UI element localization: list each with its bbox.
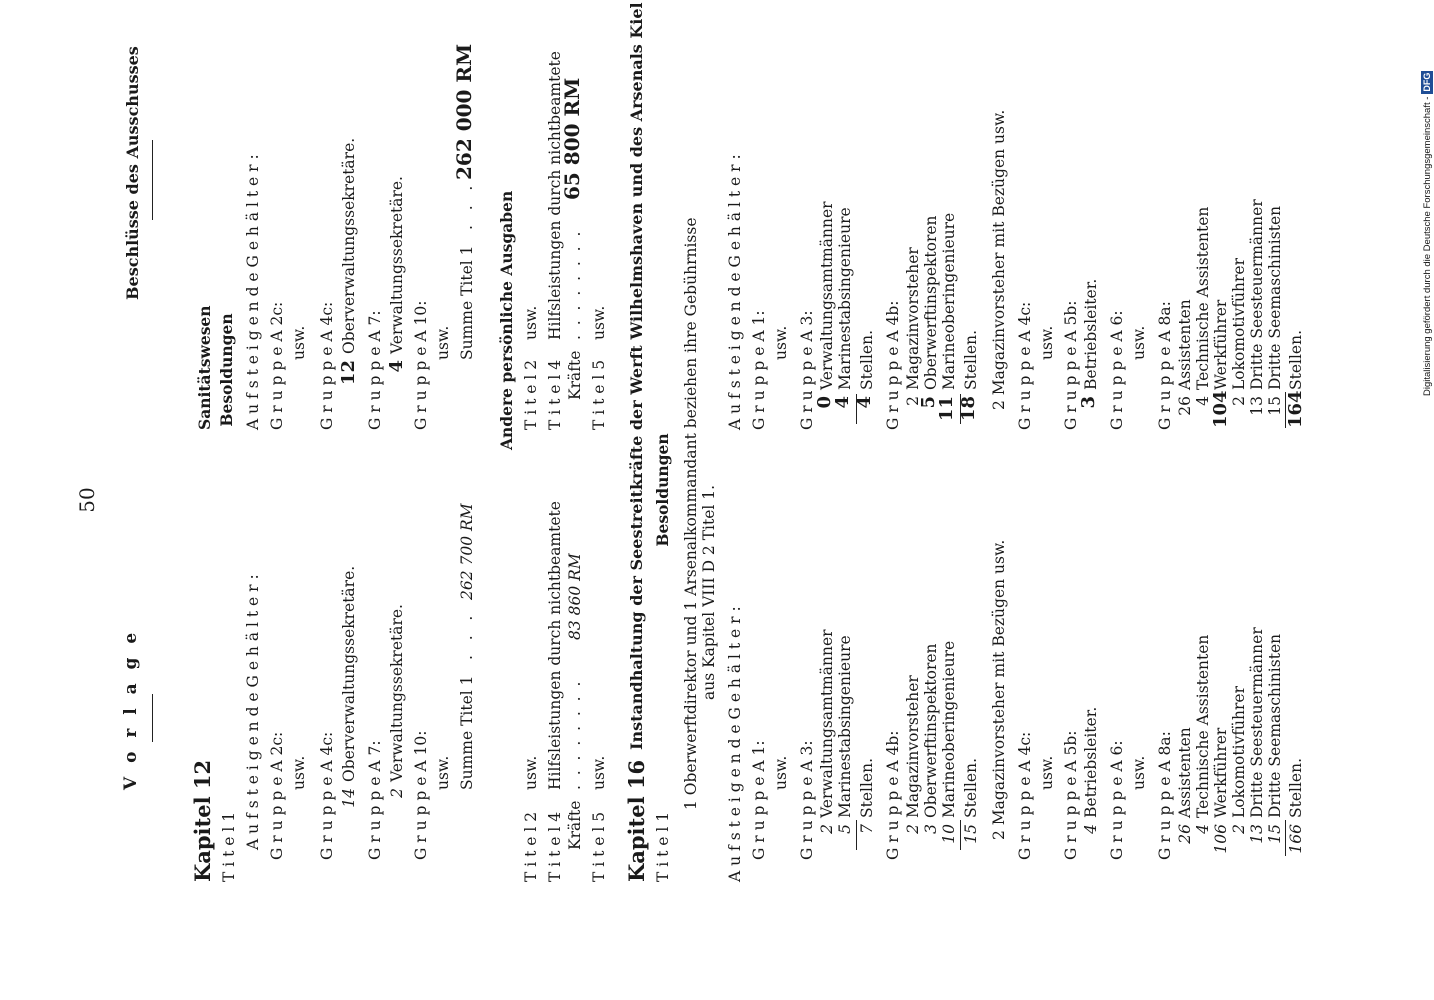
right-summe-value: 262 000 RM <box>452 43 476 180</box>
right-k16-a1-usw: usw. <box>772 325 790 360</box>
kap12-titel2: T i t e l 2 <box>522 811 540 882</box>
right-k16-a3-stellen: Stellen. <box>858 329 876 390</box>
right-k16-a4b-n3: 11 <box>936 396 957 422</box>
digitization-sidebar <box>1421 6 1433 396</box>
left-a8a-number: 4 <box>1194 824 1212 834</box>
kap12-titel4-value: 83 860 RM <box>566 553 584 640</box>
right-k16-a3-sum: 4 <box>854 396 875 409</box>
dfg-logo: DFG <box>1422 72 1432 92</box>
sidebar-text: Digitalisierung gefördert durch die Deutsche Forschungsgemeinschaft - <box>1422 96 1433 396</box>
kap12-a7-number: 2 <box>388 788 406 798</box>
kap16-a3-t2: Marinestabsingenieure <box>836 635 854 818</box>
left-a8a-text: Dritte Seemaschinisten <box>1266 633 1284 818</box>
kap12-titel5-usw: usw. <box>590 755 608 790</box>
kap12-summe-label: Summe Titel 1 <box>458 675 476 790</box>
right-a2c: G r u p p e A 2c: <box>268 301 286 430</box>
right-a8a-text: Assistenten <box>1176 299 1194 390</box>
right-k16-a5b-n: 3 <box>1078 396 1099 409</box>
right-k16-a5b: G r u p p e A 5b: <box>1062 300 1080 430</box>
left-a8a-number: 15 <box>1266 824 1284 844</box>
right-a8a-number: 13 <box>1248 396 1266 416</box>
right-k16-a4c-usw: usw. <box>1038 325 1056 360</box>
right-k16-a4c: G r u p p e A 4c: <box>1016 301 1034 430</box>
right-k16-a4b-sum: 18 <box>958 396 979 422</box>
kap12-aufsteigende: A u f s t e i g e n d e G e h ä l t e r : <box>244 574 262 850</box>
left-a8a-number: 13 <box>1248 824 1266 844</box>
kap12-heading: Kapitel 12 <box>190 759 215 882</box>
kap16-a4c: G r u p p e A 4c: <box>1016 731 1034 860</box>
kap16-a3: G r u p p e A 3: <box>798 740 816 860</box>
right-a8a-stellen: Stellen. <box>1287 329 1305 390</box>
kap16-a4b-t2: Oberwerftinspektoren <box>922 643 940 818</box>
kap16-a3-n1: 2 <box>818 824 836 834</box>
right-andere-heading: Andere persönliche Ausgaben <box>497 190 516 450</box>
right-column-title: Beschlüsse des Ausschusses <box>123 46 142 300</box>
right-a4c: G r u p p e A 4c: <box>318 301 336 430</box>
kap12-titel4: T i t e l 4 <box>546 811 564 882</box>
right-k16-a4b-t1: Magazinvorsteher <box>904 247 922 390</box>
right-k16-a4b-stellen: Stellen. <box>962 329 980 390</box>
right-k16-a5b-t: Betriebsleiter. <box>1082 278 1100 390</box>
right-a8a-number: 4 <box>1194 396 1212 406</box>
kap16-a4b: G r u p p e A 4b: <box>884 730 902 860</box>
right-titel4: T i t e l 4 <box>546 359 564 430</box>
right-a8a-number: 2 <box>1230 396 1248 406</box>
right-titel2: T i t e l 2 <box>522 359 540 430</box>
right-section-heading: Sanitätswesen <box>195 305 214 430</box>
kap16-a6: G r u p p e A 6: <box>1108 740 1126 860</box>
right-a10-usw: usw. <box>434 325 452 360</box>
right-summe-label: Summe Titel 1 <box>458 245 476 360</box>
kap16-titel1: T i t e l 1 <box>654 811 672 882</box>
right-titel4-value: 65 800 RM <box>560 77 584 200</box>
page-number: 50 <box>75 487 99 513</box>
left-a8a-sum: 166 <box>1287 824 1305 854</box>
right-k16-a3-t2: Marinestabsingenieure <box>836 207 854 390</box>
kap12-summe-value: 262 700 RM <box>458 503 476 600</box>
kap16-a4b-sum: 15 <box>962 824 980 844</box>
left-a8a-number: 2 <box>1230 824 1248 834</box>
kap12-titel4-text: Hilfsleistungen durch nichtbeamtete <box>546 501 564 790</box>
kap12-a2c-usw: usw. <box>290 755 308 790</box>
right-titel2-usw: usw. <box>522 305 540 340</box>
right-k16-magazin: 2 Magazinvorsteher mit Bezügen usw. <box>990 109 1008 410</box>
kap16-a4c-usw: usw. <box>1038 755 1056 790</box>
left-a8a-text: Assistenten <box>1176 727 1194 818</box>
kap12-a7-text: Verwaltungssekretäre. <box>388 604 406 782</box>
right-k16-a3-n1: 0 <box>814 396 835 409</box>
right-a8a-number: 26 <box>1176 396 1194 416</box>
kap16-a8a: G r u p p e A 8a: <box>1156 731 1174 860</box>
right-k16-a4b-t3: Marineoberingenieure <box>940 212 958 390</box>
kap16-a1: G r u p p e A 1: <box>750 740 768 860</box>
kap12-a10: G r u p p e A 10: <box>412 730 430 860</box>
kap12-a4c-number: 14 <box>340 788 358 808</box>
right-k16-a1: G r u p p e A 1: <box>750 310 768 430</box>
kap16-besoldungen: Besoldungen <box>653 433 672 547</box>
right-a10: G r u p p e A 10: <box>412 300 430 430</box>
kap12-a10-usw: usw. <box>434 755 452 790</box>
kap16-a5b-n: 4 <box>1082 824 1100 834</box>
kap16-a5b: G r u p p e A 5b: <box>1062 730 1080 860</box>
rotated-document-page: 50 V o r l a g e Beschlüsse des Ausschusses Kapitel 12 T i t e l 1 A u f s t e i g e n d e G e h ä l t e r : G r u p p e A 2c: usw. G r u p p e A 4c: 14 Oberverwaltungssekretäre. G r u p p e A 7: 2 Verwaltungssekretäre. G r u p p e A 10: usw. Summe Titel 1 . . . 262 700 RM T i t e l 2 usw. T i t e l 4 Hilfsleistungen durch nichtbeamtete Kräfte . . . . . . . . 83 860 RM T i t e l 5 usw. Kapitel 16 T i t e l 1 1 Oberwerftdirektor und 1 Arsenalkommandant beziehen ihre Gebührnisse aus Kapitel VIII D 2 Titel 1. A u f s t e i g e n d e G e h ä l t e r : G r u p p e A 1: usw. G r u p p e A 3: 2 Verwaltungsamtmänner 5 Marinestabsingenieure 7 Stellen. G r u p p e A 4b: 2 Magazinvorsteher 3 Oberwerftinspektoren 10 Marineoberingenieure 15 Stellen. 2 Magazinvorsteher mit Bezügen usw. G r u p p e A 4c: usw. G r u p p e A 5b: 4 Betriebsleiter. G r u p p e A 6: usw. G r u p p e A 8a: 26 Assistenten 4 Technische Assistenten 106 Werkführer 2 Lokomotivführer 13 Dritte Seesteuermänner 15 Dritte Seemaschinisten 166 Stellen. Sanitätswesen Besoldungen A u f s t e i g e n d e G e h ä l t e r : G r u p p e A 2c: usw. G r u p p e A 4c: 12 Oberverwaltungssekretäre. G r u p p e A 7: 4 Verwaltungssekretäre. G r u p p e A 10: usw. Summe Titel 1 . . . 262 000 RM Andere persönliche Ausgaben T i t e l 2 usw. T i t e l 4 Hilfsleistungen durch nichtbeamtete Kräfte . . . . . . . . 65 800 RM T i t e l 5 usw. Instandhaltung der Seestreitkräfte der Werft Wilhelmshaven und des Arsenals Kiel Besoldungen A u f s t e i g e n d e G e h ä l t e r : G r u p p e A 1: usw. G r u p p e A 3: 0 Verwaltungsamtmänner 4 Marinestabsingenieure 4 Stellen. G r u p p e A 4b: 2 Magazinvorsteher 5 Oberwerftinspektoren 11 Marineoberingenieure 18 Stellen. 2 Magazinvorsteher mit Bezügen usw. G r u p p e A 4c: usw. G r u p p e A 5b: 3 Betriebsleiter. G r u p p e A 6: usw. G r u p p e A 8a: 26 Assistenten 4 Technische Assistenten 104 Werkführer 2 Lokomotivführer 13 Dritte Seesteuermänner 15 Dritte Seemaschinisten 164 Stellen. <box>75 2 1306 882</box>
right-a4c-text: Oberverwaltungssekretäre. <box>340 137 358 354</box>
right-a2c-usw: usw. <box>290 325 308 360</box>
right-a8a-text: Dritte Seemaschinisten <box>1266 205 1284 390</box>
right-k16-a4b-n1: 2 <box>904 396 922 406</box>
right-titel4-text: Hilfsleistungen durch nichtbeamtete <box>546 51 564 340</box>
kap12-a4c: G r u p p e A 4c: <box>318 731 336 860</box>
kap16-a6-usw: usw. <box>1130 755 1148 790</box>
kap16-aufsteigende: A u f s t e i g e n d e G e h ä l t e r : <box>726 606 744 882</box>
right-aufsteigende: A u f s t e i g e n d e G e h ä l t e r : <box>244 154 262 430</box>
left-a8a-number: 26 <box>1176 824 1194 844</box>
right-a4c-number: 12 <box>338 360 359 386</box>
kap16-a3-stellen: Stellen. <box>858 757 876 818</box>
right-k16-a6: G r u p p e A 6: <box>1108 310 1126 430</box>
kap12-titel2-usw: usw. <box>522 755 540 790</box>
kap16-full-heading: Instandhaltung der Seestreitkräfte der Werft Wilhelmshaven und des Arsenals Kiel <box>627 2 646 750</box>
kap16-oberwerft: 1 Oberwerftdirektor und 1 Arsenalkommandant beziehen ihre Gebührnisse <box>682 217 700 810</box>
kap16-oberwerft-2: aus Kapitel VIII D 2 Titel 1. <box>700 484 718 700</box>
right-a8a-sum: 164 <box>1285 390 1306 428</box>
kap16-a4b-n1: 2 <box>904 824 922 834</box>
right-k16-a4b-t2: Oberwerftinspektoren <box>922 215 940 390</box>
right-a7-text: Verwaltungssekretäre. <box>388 176 406 354</box>
kap16-a1-usw: usw. <box>772 755 790 790</box>
right-k16-a3-t1: Verwaltungsamtmänner <box>818 201 836 390</box>
kap12-titel1: T i t e l 1 <box>220 811 238 882</box>
kap16-heading: Kapitel 16 <box>624 759 649 882</box>
kap12-titel4-text2: Kräfte <box>566 800 584 850</box>
kap16-a4b-stellen: Stellen. <box>962 757 980 818</box>
kap16-a5b-t: Betriebsleiter. <box>1082 706 1100 818</box>
right-a7: G r u p p e A 7: <box>366 310 384 430</box>
left-a8a-stellen: Stellen. <box>1287 757 1305 818</box>
right-a8a-text: Dritte Seesteuermänner <box>1248 199 1266 390</box>
left-column-title: V o r l a g e <box>121 628 141 790</box>
right-titel4-text2: Kräfte <box>566 350 584 400</box>
left-a8a-number: 106 <box>1212 824 1230 854</box>
right-besoldungen: Besoldungen <box>217 313 236 427</box>
kap16-a3-sum: 7 <box>858 824 876 834</box>
right-titel5: T i t e l 5 <box>590 359 608 430</box>
kap12-a2c: G r u p p e A 2c: <box>268 731 286 860</box>
kap12-a4c-text: Oberverwaltungssekretäre. <box>340 565 358 782</box>
left-a8a-text: Werkführer <box>1212 727 1230 818</box>
right-k16-a4b: G r u p p e A 4b: <box>884 300 902 430</box>
right-a8a-number: 104 <box>1210 390 1231 428</box>
right-a8a-text: Werkführer <box>1212 299 1230 390</box>
kap16-a3-n2: 5 <box>836 824 854 834</box>
kap12-titel5: T i t e l 5 <box>590 811 608 882</box>
left-a8a-text: Lokomotivführer <box>1230 685 1248 818</box>
kap16-a4b-t3: Marineoberingenieure <box>940 640 958 818</box>
right-k16-aufsteigende: A u f s t e i g e n d e G e h ä l t e r : <box>726 154 744 430</box>
right-k16-a8a: G r u p p e A 8a: <box>1156 301 1174 430</box>
right-a8a-number: 15 <box>1266 396 1284 416</box>
kap16-a4b-t1: Magazinvorsteher <box>904 675 922 818</box>
right-k16-a3: G r u p p e A 3: <box>798 310 816 430</box>
right-k16-a6-usw: usw. <box>1130 325 1148 360</box>
kap16-a3-t1: Verwaltungsamtmänner <box>818 629 836 818</box>
kap16-a4b-n3: 10 <box>940 824 958 844</box>
kap16-magazin: 2 Magazinvorsteher mit Bezügen usw. <box>990 539 1008 840</box>
left-a8a-text: Dritte Seesteuermänner <box>1248 627 1266 818</box>
right-k16-a3-n2: 4 <box>832 396 853 409</box>
right-a8a-text: Lokomotivführer <box>1230 257 1248 390</box>
right-a7-number: 4 <box>386 360 407 373</box>
right-a8a-text: Technische Assistenten <box>1194 206 1212 390</box>
right-titel5-usw: usw. <box>590 305 608 340</box>
kap12-a7: G r u p p e A 7: <box>366 740 384 860</box>
kap16-a4b-n2: 3 <box>922 824 940 834</box>
left-a8a-text: Technische Assistenten <box>1194 634 1212 818</box>
right-k16-a4b-n2: 5 <box>918 396 939 409</box>
